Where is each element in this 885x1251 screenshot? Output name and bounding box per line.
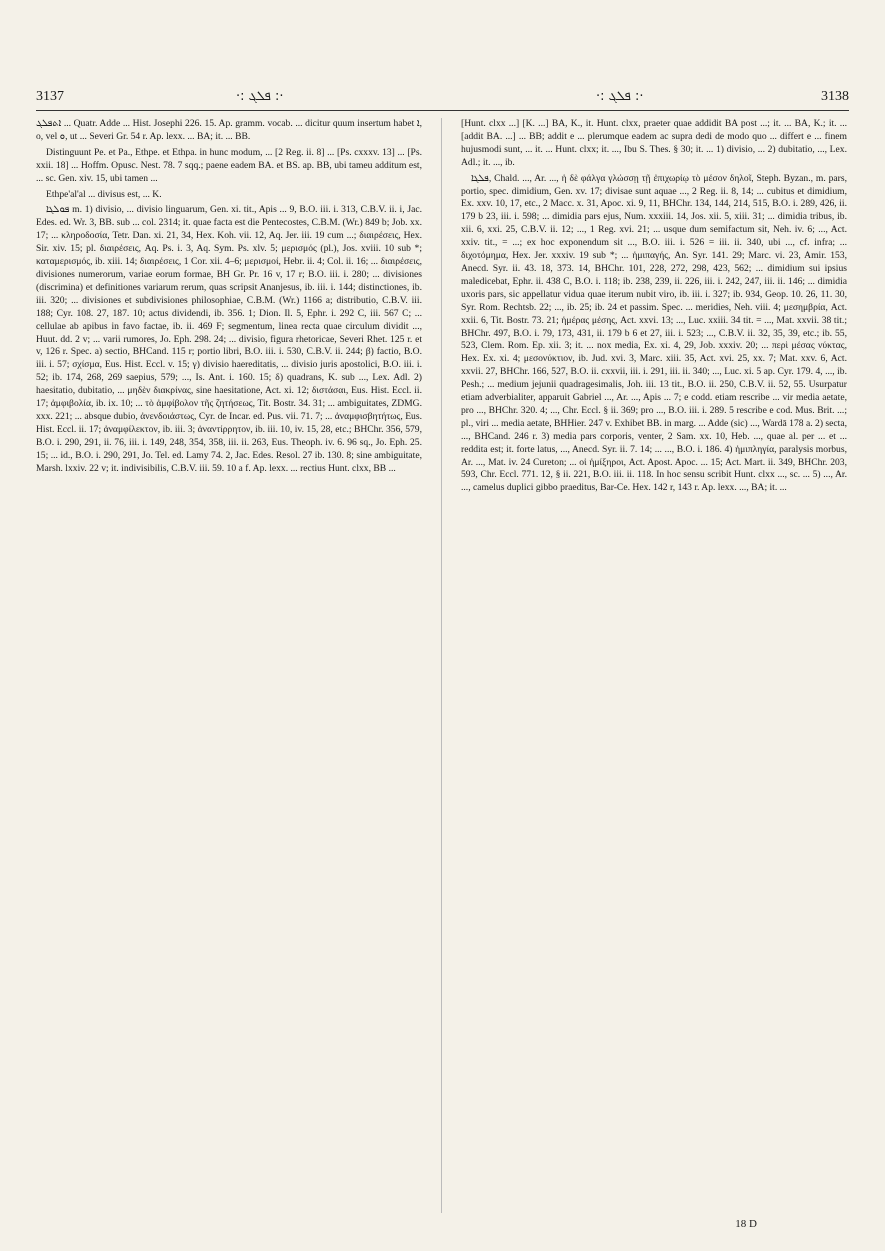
right-paragraph: ܦܠܓܐ, Chald. ..., Ar. ..., ἡ δὲ φάλγα γλώσσῃ τῇ ἐπιχωρίῳ τὸ μέσον δηλοῖ, Steph. Byzan., m. pars, portio, spec. dimidium, Gen. xv. 17; divisae sunt aquae ..., 2 Reg. ii. 8, 14; ... cubitus et dimidium, Ex. xxv. 10, 17, etc., 2 Macc. x. 31, Apoc. xi. 9, 11, BHChr. 134, 144, 214, 515, B.O. i. 289, 426, ii. 179 b 23, iii. i. 598; ... dimidia pars ejus, Num. xxxiii. 14, Jos. xii. 5, xiii. 31; ... dimidia tribus, ib. xii. 6, xxi. 25, C.B.V. ii. 12; ..., 1 Reg. xvi. 21; ... usque dum semifactum sit, Neh. iv. 6; ..., Act. xxiv. tit., = ...; ex hoc exponendum sit ..., B.O. iii. i. 526 = iii. ii. 340, ubi ..., cf. infra; ... διχοτόμημα, Hex. Jer. xxxiv. 19 sub *; ... ἡμιπαγής, An. Syr. 141. 29; Marc. vi. 23, Amir. 153, Anecd. Syr. ii. 43. 18, 373. 14, BHChr. 101, 228, 272, 298, 423, 562; ... dimidium sui ipsius maledicebat, Ephr. ii. 438 C, B.O. i. 118; ib. 238, 239, ii. 226, iii. i. 242, 247, iii. ii. 146; ... dimidia uxoris pars, sic appellatur vidua quae iterum nubit viro, ib. iii. i. 327; ib. 934, Geop. 10. 26, 11. 30, Syr. Rom. Rechtsb. 22; ..., ib. 25; ib. 24 et passim. Spec. ... meridies, Neh. viii. 4; μεσημβρία, Act. xxii. 6, Tit. Bostr. 73. 21; ἡμέρας μέσης, Act. xxvi. 13; ..., Luc. xxiii. 34 tit. = ..., Mat. xxvii. 38 tit.; BHChr. 497, B.O. i. 79, 173, 431, ii. 179 b 6 et 27, iii. i. 523; ..., C.B.V. ii. 32, 35, 39, etc.; ib. 55, 523, Clem. Rom. Ep. xii. 3; it. ... nox media, Ex. xi. 4, 29, Job. xxxiv. 20; ... περὶ μέσας νύκτας, Hex. Ex. xi. 4; μεσονύκτιον, ib. Jud. xvi. 3, Marc. xiii. 35, Act. xvi. 25, xx. 7; Mat. xxv. 6, Act. xxvii. 27, BHChr. 166, 527, B.O. ii. cxxvii, iii. i. 291, iii. ii. 340; ..., Luc. xi. 5 ap. Cyr. 179. 4, ..., ib. Pesh.; ... medium jejunii quadragesimalis, Joh. iii. 13 tit., B.O. ii. 250, C.B.V. ii. 52, 55. Usurpatur etiam adverbialiter, apparuit Gabriel ..., Ar. ..., Apis ... 7; e codd. etiam rescribe ... vir media aetate, pro ..., BHChr. 320. 4; ..., Chr. Eccl. § ii. 369; pro ..., B.O. iii. i. 289. 5 rescribe e cod. Mus. Brit. ...; pl., viri ... media aetate, BHHier. 247 v. Exhibet BB. in marg. ... Adde (sic) ..., Wardā 178 a. 2) secta, ..., BHCand. 246 r. 3) media pars corporis, venter, 2 Sam. xx. 10, Heb. ..., quae al. per ... et ... reddita est; it. forte latus, ..., Anecd. Syr. ii. 7. 14; ... ..., B.O. i. 186. 4) ἡμιπληγία, paralysis morbus, Ar. ..., Mat. iv. 24 Cureton; ... οἱ ἡμίξηροι, Act. Apost. Apoc. ... 15; Act. Mart. ii. 349, BHChr. 203, 593, Chr. Eccl. 771. 12, § ii. 221, B.O. iii. ii. 118. In hoc sensu scribit Hunt. clxx ..., sc. ... 5) ..., Ar. ..., camelus duplici gibbo praeditus, Bar-Ce. Hex. 142 r, 143 r. Ap. lexx. ..., BA; it. ... [461,172,847,494]
right-column [461,118,847,1213]
left-page-number: 3137 [36,89,64,104]
right-paragraph: [Hunt. clxx ...] [K. ...] BA, K., it. Hunt. clxx, praeter quae addidit BA post ...; it. ... BA, K.; it. ... [addit BA. ...] ... BB; addit e ... plerumque eadem ac supra dedi de modo quo ... differt e ... finem hujusmodi sunt, ... it. ... Hunt. clxx; it. ..., Ibu S. Thes. § 30; it. ... 1) divisio, ... 2) dubitatio, ..., Lex. Adl.; it. ..., ib. [461,118,847,168]
left-paragraph: Distinguunt Pe. et Pa., Ethpe. et Ethpa. in hunc modum, ... [2 Reg. ii. 8] ... [Ps. cxxxv. 13] ... [Ps. xxii. 18] ... Hoffm. Opusc. Nest. 78. 7 sqq.; paene eadem BA. et BS. ap. BB, ubi tameu additum est, ... sc. Gen. xiv. 15, ubi tamen ... [36,146,422,184]
left-paragraph: ܐܬܦܠܓ ... Quatr. Adde ... Hist. Josephi 226. 15. Ap. gramm. vocab. ... dicitur quum insertum habet ܐ, o, vel ܘ, ut ... Severi Gr. 54 r. Ap. lexx. ... BA; it. ... BB. [36,118,422,142]
header-rule [36,110,849,111]
right-running-head: ·: ܦܠܓ :· [596,89,644,104]
signature-mark: 18 D [735,1218,757,1230]
left-column [36,118,422,1213]
left-paragraph: Ethpe'al'al ... divisus est, ... K. [46,188,162,200]
page-header [36,86,849,108]
column-divider [441,118,442,1213]
left-running-head: ·: ܦܠܓ :· [236,89,284,104]
left-paragraph: ܦܘܠܓܐ m. 1) divisio, ... divisio linguarum, Gen. xi. tit., Apis ... 9, B.O. iii. i. 313, C.B.V. ii. i, Jac. Edes. ed. Wr. 3, BB. sub ... col. 2314; it. quae facta est die Pentecostes, C.B.M. (Wr.) 849 b; Job. xx. 17; ... κληροδοσία, Tetr. Dan. xi. 21, 34, Hex. Koh. vii. 12, Aq. Jer. iii. 19 cum ...; διαιρέσεις, Hex. Sir. xiv. 15; pl. διαιρέσεις, Aq. Ps. i. 3, Aq. Sym. Ps. xlv. 5; μερισμός (pl.), Jos. xviii. 10 sub *; καταμερισμός, ib. xiii. 14; διαιρέσεις, 1 Cor. xii. 4–6; μερισμοί, Hebr. ii. 4; Col. ii. 16; ... διαιρέσεις, divisiones numerorum, variae eorum formae, BH Gr. Pr. 16 v, 17 r; B.O. iii. i. 280; ... divisiones (discrimina) et definitiones variarum rerum, quas scripsit Ananjesus, ib. iii. i. 144; distinctiones, ib. iii. 320; ... divisiones et subdivisiones philosophiae, C.B.M. (Wr.) 1166 a; distributio, C.B.V. iii. 188; Cyr. 108. 27, 187. 10; actus dividendi, ib. 356. 1; Dion. Il. 5, Ephr. i. 292 C, iii. 567 C; ... cellulae ab apibus in favo factae, ib. ii. 469 F; segmentum, linea recta quae circulum dividit ..., Huut. dd. 2 v; ... varii rumores, Jo. Eph. 298. 24; ... divisio, figura rhetoricae, Severi Rhet. 125 r. et v, 126 r. Spec. a) sectio, BHCand. 115 r; portio libri, B.O. iii. i. 530, C.B.V. ii. 244; β) factio, B.O. iii. i. 57; σχίσμα, Eus. Hist. Eccl. v. 15; γ) divisio haereditatis, ... divisio juris apostolici, B.O. iii. i. 52; ib. 174, 268, 269 saepius, 579; ..., Is. Ant. i. 160. 15; δ) quadrans, K. sub ..., Lex. Adl. 2) haesitatio, dubitatio, ... μηδὲν διακρίνας, sine haesitatione, Act. xi. 12; διστάσαι, Eus. Hist. Eccl. ii. 17; ἀμφιβολία, ib. ix. 10; ... τὸ ἀμφίβολον τῆς ζητήσεως, Tit. Bostr. 34. 31; ... ambiguitates, ZDMG. xxx. 221; ... absque dubio, ἀνενδοιάστως, Cyr. de Incar. ed. Pus. vii. 71. 7; ... ἀναμφισβητήτως, Eus. Hist. Eccl. ii. 17; ἀναμφίλεκτον, ib. iii. 3; ἀναντίρρητον, ib. iii. 10, iv. 15, 28, etc.; BHChr. 356, 579, B.O. i. 290, 291, ii. 76, iii. i. 149, 248, 354, 358, iii. ii. 263, Eus. Theoph. iv. 6. 96 sq., Jo. Eph. 25. 15; ... id., B.O. i. 290, 291, Jo. Tel. ed. Lamy 74. 2, Jac. Edes. Resol. 27 ib. 130. 8; sine ambiguitate, Marsh. lxxiv. 22 v; it. indivisibilis, C.B.V. iii. 59. 10 a f. Ap. lexx. ... rectius Hunt. clxx, BB ... [36,204,422,474]
right-page-number: 3138 [821,89,849,104]
